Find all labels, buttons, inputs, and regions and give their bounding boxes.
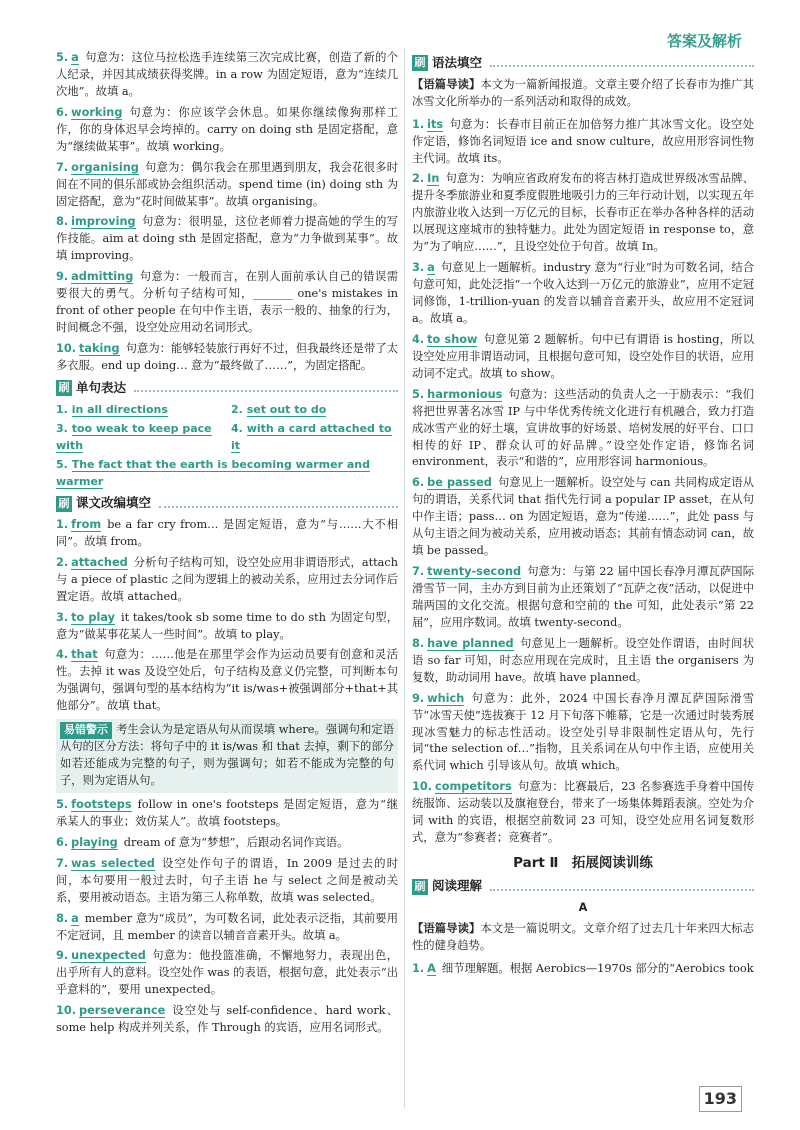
item-number: 8. — [412, 636, 425, 650]
section-badge: 刷 — [412, 55, 428, 71]
item-explanation: 句意为：……他是在那里学会作为运动员要有创意和灵活性。去掉 it was 及设空处后，句子结构及意义仍完整，可判断本句为强调句，强调句型的基本结构为“it is/was+被强调部分+that+其他部分”。故填 that。 — [56, 648, 398, 713]
section-title: 单句表达 — [76, 379, 127, 395]
answer-key: organising — [71, 160, 139, 174]
item-number: 7. — [412, 565, 425, 579]
item-explanation: 句意为：长春市目前正在加倍努力推广其冰雪文化。设空处作定语，修饰名词短语 ice and snow culture，故应用形容词性物主代词。故填 its。 — [412, 117, 754, 165]
item-number: 8. — [56, 215, 69, 229]
item-number: 1. — [56, 517, 69, 531]
item-number: 5. — [412, 387, 425, 401]
item-number: 3. — [412, 261, 425, 275]
answer-item — [56, 647, 398, 715]
answer-item — [56, 835, 398, 852]
answer-key: be passed — [427, 476, 492, 490]
answer-item — [412, 117, 754, 168]
item-number: 6. — [56, 105, 69, 119]
page-number: 193 — [699, 1086, 742, 1112]
answer-item — [56, 555, 398, 606]
item-explanation: 句意见第 2 题解析。句中已有谓语 is hosting，所以设空处应用非谓语动词，且根据句意可知，设空处作目的状语，应用动词不定式。故填 to show。 — [412, 332, 755, 380]
item-number: 9. — [56, 270, 69, 284]
answer-item — [56, 214, 398, 265]
section-title: 课文改编填空 — [76, 495, 152, 511]
item-explanation: member 意为“成员”，为可数名词，此处表示泛指，其前要用不定冠词，且 member 的读音以辅音音素开头。故填 a。 — [56, 911, 398, 942]
answer-key: playing — [71, 835, 118, 849]
item-explanation: be a far cry from… 是固定短语，意为“与……大不相同”。故填 from。 — [56, 517, 398, 548]
answer-item — [56, 269, 398, 337]
answer-key: to show — [427, 332, 478, 346]
expression-grid — [56, 402, 398, 491]
answer-key: twenty-second — [427, 565, 522, 579]
answer-item — [412, 260, 754, 328]
answer-item — [56, 911, 398, 945]
passage-guide-label: 【语篇导读】 — [412, 922, 481, 935]
answer-item — [56, 948, 398, 999]
item-number: 4. — [412, 332, 425, 346]
answer-key: admitting — [71, 270, 134, 284]
error-warning-box — [56, 719, 398, 793]
expression-item: 1. in all directions — [56, 402, 168, 416]
part-title: Part Ⅱ 拓展阅读训练 — [513, 855, 653, 872]
answer-item — [412, 636, 754, 687]
expression-item: 5. The fact that the earth is becoming warmer and warmer — [56, 458, 370, 488]
item-number: 1. — [412, 117, 425, 131]
answer-key: to play — [71, 610, 115, 624]
answer-key: a — [71, 911, 79, 925]
section-reading — [412, 877, 754, 896]
answer-key: improving — [71, 215, 136, 229]
answer-item — [56, 517, 398, 551]
error-warning-label: 易错警示 — [60, 722, 112, 739]
answer-item — [412, 691, 754, 776]
item-explanation: 分析句子结构可知，设空处应用非谓语形式，attach 与 a piece of plastic 之间为逻辑上的被动关系，应用过去分词作后置定语。故填 attached。 — [56, 555, 398, 603]
item-number: 6. — [412, 476, 425, 490]
answer-item — [56, 856, 398, 907]
item-number: 4. — [56, 648, 69, 662]
answer-key: perseverance — [79, 1004, 166, 1018]
item-explanation: 句意为：比赛最后，23 名参赛选手身着中国传统服饰、运动装以及旗袍登台，带来了一场集体舞蹈表演。空处为介词 with 的宾语，根据空前数词 23 可知，设空处应用名词复数形式，意为“参赛者；竞赛者”。 — [412, 780, 754, 845]
answer-item — [56, 610, 398, 644]
item-explanation: 设空处与 self-confidence、hard work、some help 构成并列关系，作 Through 的宾语，应用名词形式。 — [56, 1004, 398, 1035]
item-explanation: dream of 意为“梦想”，后跟动名词作宾语。 — [123, 835, 349, 849]
answer-key: A — [427, 961, 436, 975]
item-number: 6. — [56, 835, 69, 849]
answer-item — [412, 564, 754, 632]
answer-item — [56, 1003, 398, 1037]
item-explanation: 句意为：很明显，这位老师着力提高她的学生的写作技能。aim at doing sth 是固定搭配，意为“力争做到某事”。故填 improving。 — [56, 215, 398, 263]
item-explanation: 句意为：你应该学会休息。如果你继续像狗那样工作，你的身体迟早会垮掉的。carry on doing sth 是固定搭配，意为“继续做某事”。故填 working。 — [56, 105, 398, 153]
item-explanation: 句意见上一题解析。设空处作谓语，由时间状语 so far 可知，时态应用现在完成时，且主语 the organisers 为复数，助动词用 have。故填 have planned。 — [412, 636, 754, 684]
answer-key: from — [71, 517, 102, 531]
item-number: 2. — [56, 555, 69, 569]
item-explanation: it takes/took sb some time to do sth 为固定句型，意为“做某事花某人一些时间”。故填 to play。 — [56, 610, 398, 641]
item-number: 3. — [56, 610, 69, 624]
item-number: 9. — [56, 949, 69, 963]
answer-item — [56, 160, 398, 211]
expression-item: 4. with a card attached to it — [231, 422, 392, 452]
answer-key: a — [427, 261, 435, 275]
section-grammar-cloze — [412, 54, 754, 73]
item-explanation: 句意为：偶尔我会在那里遇到朋友，我会花很多时间在不同的俱乐部或协会组织活动。spend time (in) doing sth 为固定搭配，意为“花时间做某事”。故填 organising。 — [56, 160, 398, 208]
column-divider — [404, 48, 405, 1108]
answer-key: was selected — [71, 856, 155, 870]
answer-key: which — [427, 691, 465, 705]
answer-list-top — [56, 50, 398, 375]
item-explanation: 细节理解题。根据 Aerobics—1970s 部分的“Aerobics took — [441, 961, 754, 975]
answer-item — [412, 779, 754, 847]
item-explanation: 句意为：此外，2024 中国长春净月潭瓦萨国际滑雪节“冰雪天使”选拔赛于 12 月下旬落下帷幕，它是一次通过时装秀展现冰雪魅力的标志性活动。设空处引导非限制性定语从句，先行词“the selection of…”指物，且关系词在从句中作主语，应使用关系代词 which 引导该从句。故填 which。 — [412, 691, 754, 773]
item-number: 10. — [56, 1004, 77, 1018]
passage-guide — [412, 921, 754, 955]
answer-key: competitors — [435, 780, 512, 794]
section-badge: 刷 — [56, 496, 72, 512]
error-warning-text: 考生会认为是定语从句从而误填 where。强调句和定语从句的区分方法：将句子中的 it is/was 和 that 去掉，剩下的部分如若还能成为完整的句子，则为强调句；如若不能成为完整的句子，则为定语从句。 — [60, 723, 394, 787]
header-title: 答案及解析 — [666, 32, 742, 50]
item-explanation: 句意为：这些活动的负责人之一于励表示：“我们将把世界著名冰雪 IP 与中华优秀传统文化进行有机融合，致力打造成冰雪产业的好土壤，宣讲故事的好场景、培树发展的好平台、口口相传的好 IP、群众认可的好品牌。”设空处作定语，修饰名词 environment，表示“和谐的”，应用形容词 harmonious。 — [412, 387, 754, 469]
passage-guide-text: 本文是一篇说明文。文章介绍了过去几十年来四大标志性的健身趋势。 — [412, 922, 754, 952]
item-explanation: 句意为：这位马拉松选手连续第三次完成比赛，创造了新的个人纪录，并因其成绩获得奖牌。in a row 为固定短语，意为“连续几次地”。故填 a。 — [56, 51, 398, 98]
item-explanation: 句意为：他投篮准确，不懈地努力，表现出色，出乎所有人的意料。设空处作 was 的表语，根据句意，此处表示“出乎意料的”，要用 unexpected。 — [56, 949, 398, 997]
item-number: 9. — [412, 691, 425, 705]
item-explanation: 设空处作句子的谓语，In 2009 是过去的时间，本句要用一般过去时，句子主语 he 与 select 之间是被动关系，要用被动语态。主语为第三人称单数，故填 was selected。 — [56, 856, 399, 904]
section-dots — [159, 500, 398, 508]
section-badge: 刷 — [412, 879, 428, 895]
answer-item — [412, 171, 754, 256]
section-badge: 刷 — [56, 380, 72, 396]
grammar-answers — [412, 117, 754, 847]
left-column — [56, 50, 398, 1041]
answer-key: taking — [79, 342, 120, 355]
item-explanation: follow in one's footsteps 是固定短语，意为“继承某人的事业；效仿某人”。故填 footsteps。 — [56, 797, 398, 828]
answer-key: its — [427, 117, 444, 131]
passage-guide-text: 本文为一篇新闻报道。文章主要介绍了长春市为推广其冰雪文化所举办的一系列活动和取得的成效。 — [412, 77, 754, 108]
item-number: 2. — [412, 172, 425, 186]
answer-item — [56, 50, 398, 101]
item-number: 7. — [56, 856, 69, 870]
section-title: 阅读理解 — [432, 878, 483, 894]
item-number: 5. — [56, 797, 69, 811]
answer-key: working — [71, 105, 123, 119]
passage-guide-label: 【语篇导读】 — [412, 77, 481, 91]
item-number: 7. — [56, 160, 69, 174]
answer-item — [56, 105, 398, 156]
answer-key: have planned — [427, 636, 514, 650]
item-explanation: 句意见上一题解析。industry 意为“行业”时为可数名词，结合句意可知，此处泛指“一个收入达到一万亿元的旅游业”，应用不定冠词修饰，1-trillion-yuan 的发音以辅音音素开头，故应用不定冠词 a。故填 a。 — [412, 261, 754, 325]
answer-item — [56, 797, 398, 831]
answer-item — [412, 387, 754, 472]
item-explanation: 句意为：能够轻装旅行再好不过，但我最终还是带了太多衣服。end up doing… 意为“最终做了……”，为固定搭配。 — [56, 342, 398, 372]
section-title: 语法填空 — [432, 55, 483, 70]
reading-answer-item — [412, 961, 754, 978]
right-column — [412, 50, 754, 982]
answer-item — [412, 475, 754, 560]
item-number: 10. — [56, 342, 77, 355]
item-explanation: 句意为：与第 22 届中国长春净月潭瓦萨国际滑雪节一同，主办方到目前为止还策划了“瓦萨之夜”活动，以促进中瑞两国的文化交流。根据句意和空前的 the 可知，此处表示“第 22 届”，应用序数词。故填 twenty-second。 — [412, 565, 754, 629]
answer-key: harmonious — [427, 387, 503, 401]
answer-item — [56, 341, 398, 375]
cloze-answers-continued — [56, 797, 398, 1037]
item-number: 8. — [56, 911, 69, 925]
item-number: 1. — [412, 961, 425, 975]
item-number: 5. — [56, 51, 69, 64]
item-explanation: 句意为：一般而言，在别人面前承认自己的错误需要很大的勇气。分析句子结构可知，_______ one's mistakes in front of other people 在句中作主语，表示一般的、抽象的行为，时间概念不强，设空处应用动名词形式。 — [56, 270, 398, 335]
passage-letter: A — [578, 901, 588, 915]
answer-key: that — [71, 648, 98, 662]
section-text-cloze — [56, 494, 398, 513]
section-sentence-expression — [56, 379, 398, 398]
answer-key: a — [71, 51, 79, 64]
section-dots — [134, 384, 398, 392]
answer-key: attached — [71, 555, 128, 569]
answer-item — [412, 332, 754, 383]
section-dots — [490, 883, 754, 891]
item-explanation: 句意为：为响应省政府发布的将吉林打造成世界级冰雪品牌、提升冬季旅游业和夏季度假胜地吸引力的三年行动计划，以实现五年内旅游业收入达到一万亿元的目标，长春市正在举办各种各样的活动以展现这座城市的独特魅力。此处为固定短语 in response to，意为“为了响应……”，且设空处位于句首。故填 In。 — [412, 172, 754, 254]
expression-item: 2. set out to do — [231, 402, 327, 416]
answer-key: unexpected — [71, 949, 146, 963]
item-explanation: 句意见上一题解析。设空处与 can 共同构成定语从句的谓语，关系代词 that 指代先行词 a popular IP asset，在从句中作主语；pass… on 为固定短语，意为“传递……”，此处 pass 与从句主语之间为被动关系，应用被动语态；其前有情态动词 can，故填 be passed。 — [412, 476, 754, 558]
passage-guide — [412, 77, 754, 111]
item-number: 10. — [412, 780, 433, 794]
expression-item: 3. too weak to keep pace with — [56, 422, 212, 452]
answer-key: footsteps — [71, 797, 132, 811]
section-dots — [490, 59, 754, 67]
cloze-answers — [56, 517, 398, 715]
answer-key: In — [427, 172, 440, 186]
